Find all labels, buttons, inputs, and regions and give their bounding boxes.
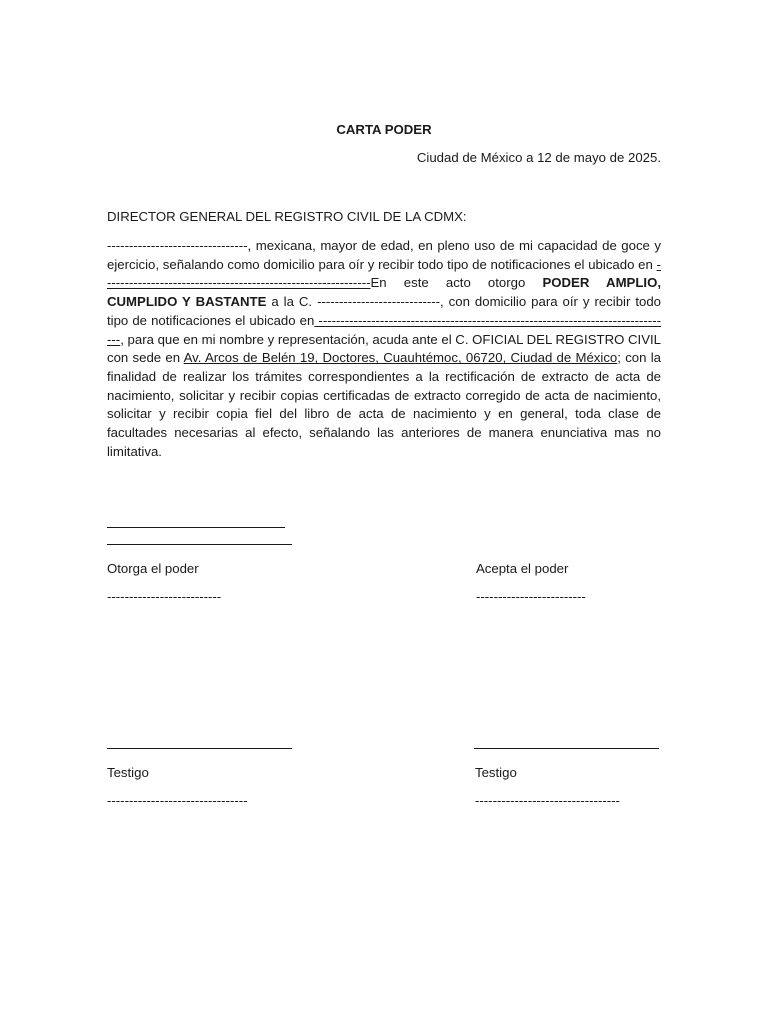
body-segment-3: En este acto otorgo [370, 275, 543, 291]
acceptor-label: Acepta el poder [476, 561, 569, 576]
body-paragraph [107, 237, 661, 461]
body-segment-6: --------------------------------------------------------------------------------- [107, 312, 661, 347]
witness-signature-line [107, 748, 292, 749]
body-segment-7: , para que en mi nombre y representación, acuda ante el C. OFICIAL DEL REGISTRO CIVIL con sede en [107, 331, 661, 366]
poder-emphasis: PODER AMPLIO, CUMPLIDO Y BASTANTE [107, 275, 661, 310]
witness-2-name: --------------------------------- [475, 793, 620, 808]
addressee: DIRECTOR GENERAL DEL REGISTRO CIVIL DE LA CDMX: [107, 209, 467, 224]
witness-signature-line [474, 748, 659, 749]
witness-2-label: Testigo [475, 765, 517, 780]
grantor-name: -------------------------- [107, 589, 222, 604]
body-segment-2: ------------------------------------------------------------- [107, 256, 661, 291]
office-address: Av. Arcos de Belén 19, Doctores, Cuauhtémoc, 06720, Ciudad de México [183, 350, 618, 366]
grantor-label: Otorga el poder [107, 561, 199, 576]
witness-1-label: Testigo [107, 765, 149, 780]
body-segment-1: --------------------------------, mexicana, mayor de edad, en pleno uso de mi capacidad de goce y ejercicio, señalando como domicilio para oír y recibir todo tipo de notificaciones el ubicado en [107, 238, 661, 272]
witness-1-name: -------------------------------- [107, 793, 248, 808]
acceptor-name: ------------------------- [476, 589, 586, 604]
date-line: Ciudad de México a 12 de mayo de 2025. [416, 150, 661, 165]
signature-line [107, 544, 292, 545]
document-title: CARTA PODER [336, 122, 432, 137]
body-segment-5: a la C. ----------------------------, con domicilio para oír y recibir todo tipo de notificaciones el ubicado en [107, 294, 661, 328]
signature-line [107, 527, 285, 528]
body-segment-9: ; con la finalidad de realizar los trámites correspondientes a la rectificación de extracto de acta de nacimiento, solicitar y recibir copias certificadas de extracto corregido de acta de nacimiento, solicitar y recibir copia fiel del libro de acta de nacimiento y en general, toda clase de facultades necesarias al efecto, señalando las anteriores de manera enunciativa mas no limitativa. [107, 350, 661, 459]
